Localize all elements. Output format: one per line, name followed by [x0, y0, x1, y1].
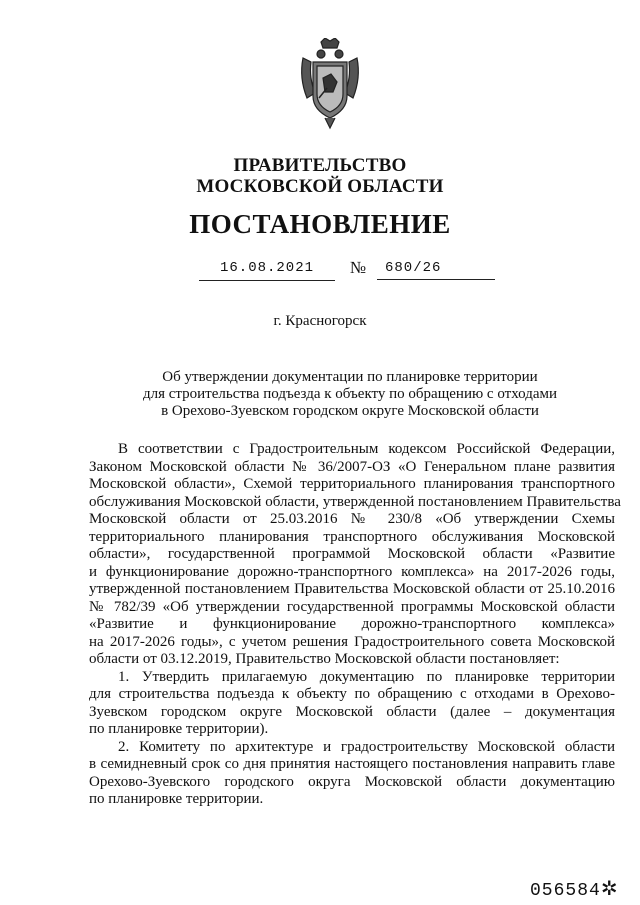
body-line: и функционирование дорожно-транспортного комплекса» на 2017-2026 годы, [89, 563, 615, 580]
serial-number [530, 876, 619, 901]
coat-of-arms-icon [297, 38, 363, 130]
registration-date: 16.08.2021 [199, 260, 335, 281]
body-line: на 2017-2026 годы», с учетом решения Градостроительного совета Московской [89, 633, 615, 650]
body-line: Московской области», Схемой территориального планирования транспортного [89, 476, 615, 492]
clause-2-line: Орехово-Зуевского городского округа Московской области документацию [89, 773, 615, 790]
body-line: утвержденной постановлением Правительства Московской области от 25.10.2016 [89, 581, 615, 597]
clause-1-line: для строительства подъезда к объекту по обращению с отходами в Орехово- [89, 686, 615, 702]
clause-1-line: 1. Утвердить прилагаемую документацию по планировке территории [118, 668, 615, 685]
body-line: «Развитие и функционирование дорожно-транспортного комплекса» [89, 616, 615, 632]
serial-digits: 056584 [530, 881, 601, 901]
clause-2-line: в семидневный срок со дня принятия настоящего постановления направить главе [89, 756, 615, 772]
city: г. Красногорск [273, 313, 367, 329]
body-line: области от 03.12.2019, Правительство Московской области постановляет: [89, 651, 560, 667]
body-line: В соответствии с Градостроительным кодексом Российской Федерации, [118, 441, 615, 457]
clause-1-line: Зуевском городском округе Московской области (далее – документация [89, 703, 615, 720]
asterisk-mark-icon: ✲ [600, 876, 619, 900]
registration-number: 680/26 [377, 260, 495, 280]
document-body [89, 441, 621, 809]
clause-2-line: 2. Комитету по архитектуре и градостроительству Московской области [118, 738, 615, 755]
body-line: территориального планирования транспортного обслуживания Московской [89, 528, 615, 545]
body-line: № 782/39 «Об утверждении государственной программы Московской области [89, 598, 615, 615]
subject-line: для строительства подъезда к объекту по обращению с отходами [142, 386, 558, 402]
document-subject [140, 369, 560, 420]
subject-line: Об утверждении документации по планировке территории [162, 369, 538, 385]
body-line: обслуживания Московской области, утвержденной постановлением Правительства [89, 493, 621, 510]
subject-line: в Орехово-Зуевском городском округе Московской области [161, 403, 539, 419]
org-name-line2: МОСКОВСКОЙ ОБЛАСТИ [196, 176, 444, 197]
body-line: Законом Московской области № 36/2007-ОЗ «О Генеральном плане развития [89, 458, 615, 475]
document-type: ПОСТАНОВЛЕНИЕ [189, 209, 451, 239]
clause-2-line: по планировке территории. [89, 791, 264, 807]
body-line: Московской области от 25.03.2016 № 230/8 «Об утверждении Схемы [89, 511, 615, 527]
clause-1-line: по планировке территории). [89, 721, 269, 737]
org-name-line1: ПРАВИТЕЛЬСТВО [233, 155, 407, 176]
registration-number-label: № [349, 258, 367, 277]
body-line: области», государственной программой Московской области «Развитие [89, 546, 615, 562]
